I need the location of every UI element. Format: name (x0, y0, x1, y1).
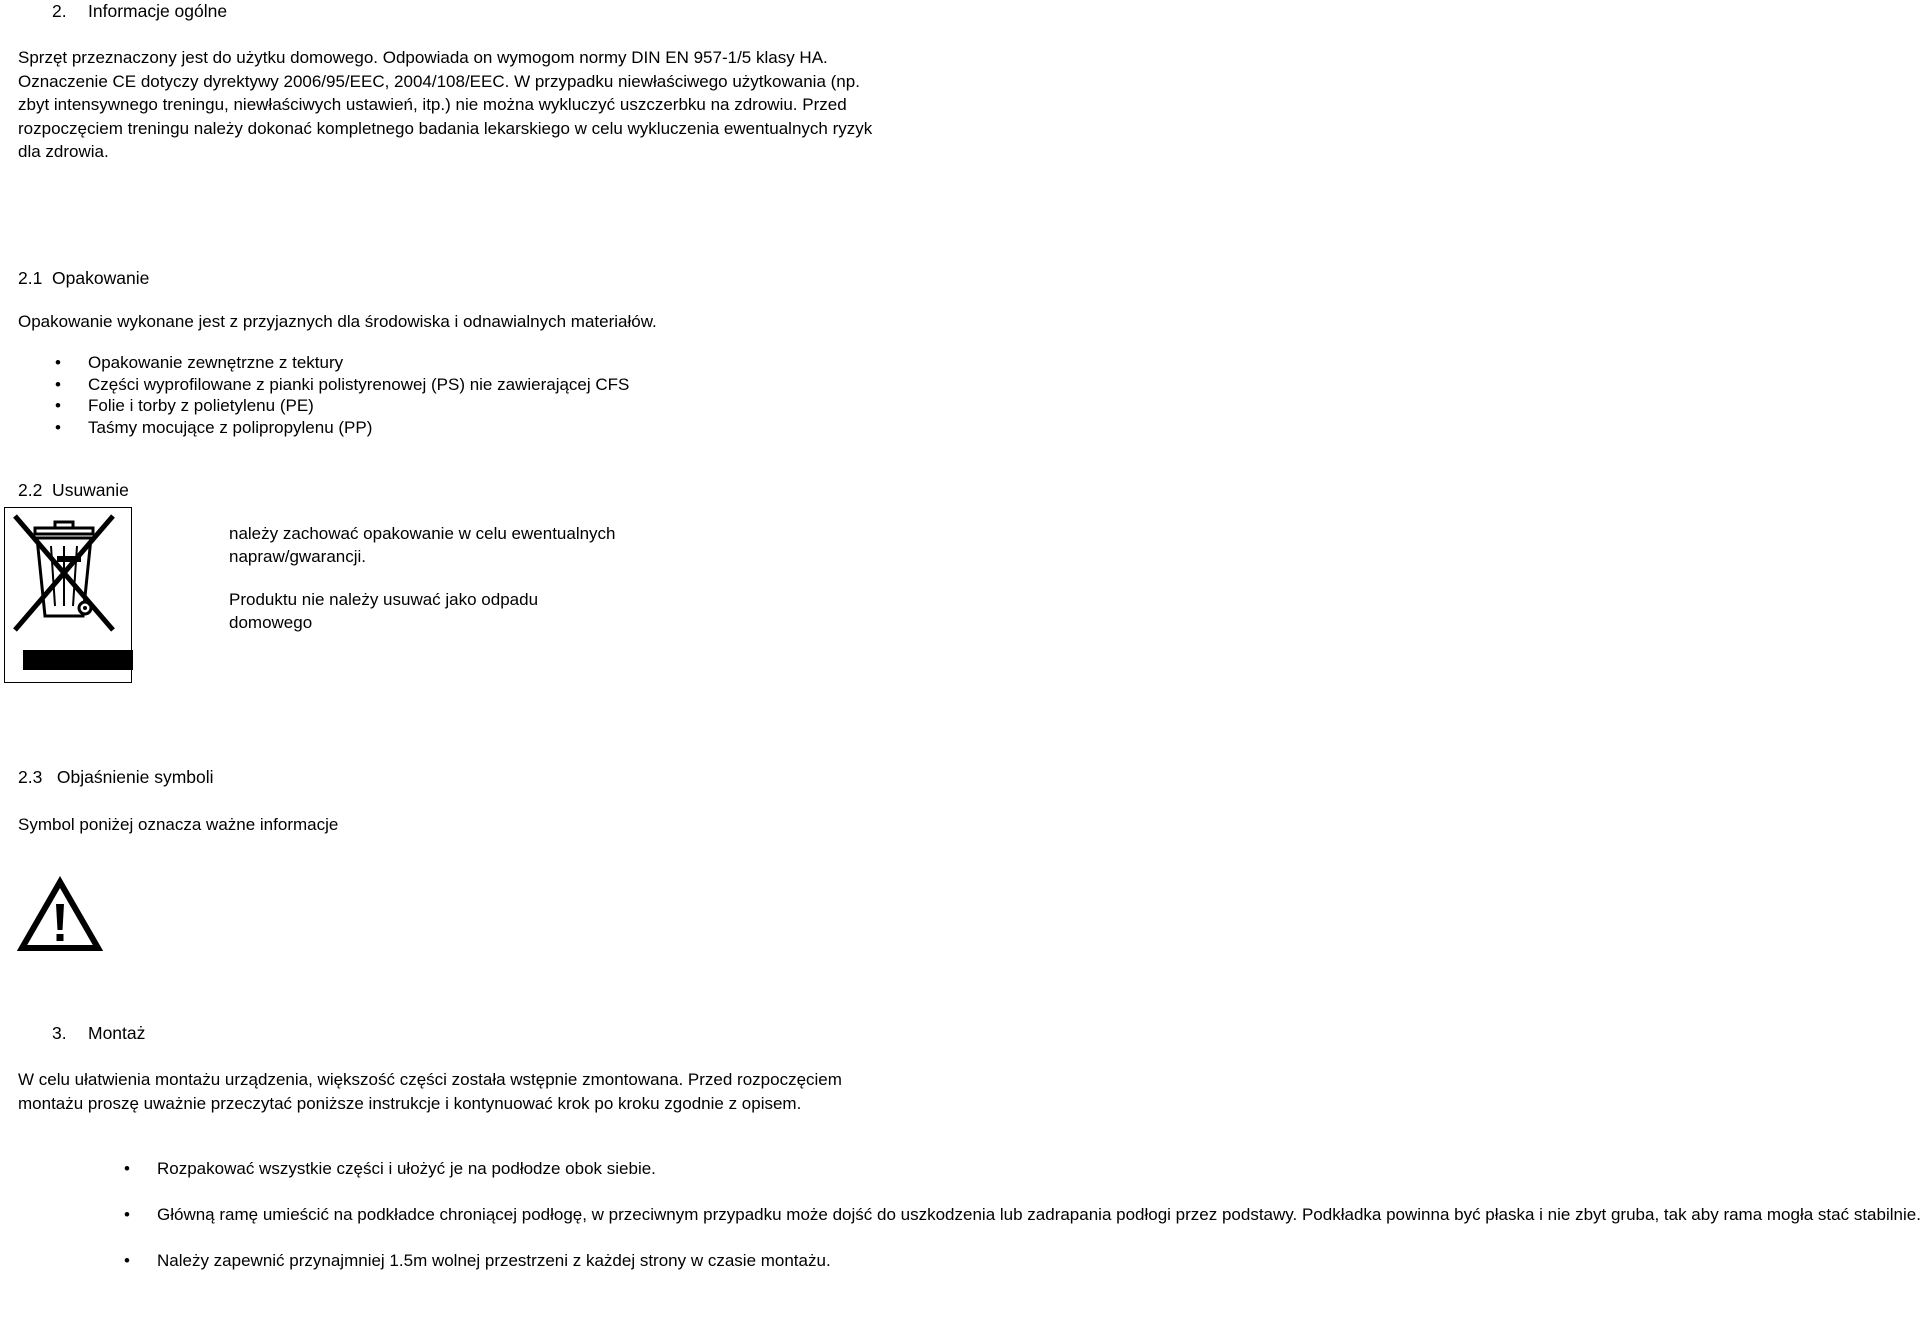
section-2-1-title: 2.1 Opakowanie (18, 268, 150, 288)
list-item: • Rozpakować wszystkie części i ułożyć je na podłodze obok siebie. (157, 1158, 957, 1180)
list-item: • Folie i torby z polietylenu (PE) (88, 395, 629, 417)
paragraph-line: montażu proszę uważnie przeczytać poniższe instrukcje i kontynuować krok po kroku zgodnie z opisem. (18, 1093, 802, 1113)
packaging-intro: Opakowanie wykonane jest z przyjaznych dla środowiska i odnawialnych materiałów. (18, 312, 657, 331)
section-2-number: 2. (52, 1, 67, 21)
general-info-paragraph (18, 46, 872, 164)
paragraph-line: Sprzęt przeznaczony jest do użytku domowego. Odpowiada on wymogom normy DIN EN 957-1/5 klasy HA. (18, 48, 828, 67)
packaging-materials-list (88, 352, 629, 438)
list-item: • Taśmy mocujące z polipropylenu (PP) (88, 417, 629, 439)
paragraph-line: rozpoczęciem treningu należy dokonać kompletnego badania lekarskiego w celu wykluczenia ewentualnych ryzyk (18, 118, 873, 138)
symbol-intro: Symbol poniżej oznacza ważne informacje (18, 815, 339, 834)
paragraph-line: napraw/gwarancji. (229, 547, 367, 566)
section-2-3-title: 2.3 Objaśnienie symboli (18, 767, 214, 787)
list-item: • Należy zapewnić przynajmniej 1.5m wolnej przestrzeni z każdej strony w czasie montażu. (157, 1250, 957, 1272)
section-3-number: 3. (52, 1023, 67, 1043)
paragraph-line: Oznaczenie CE dotyczy dyrektywy 2006/95/EEC, 2004/108/EEC. W przypadku niewłaściwego użytkowania (np. (18, 71, 860, 91)
list-item: • Części wyprofilowane z pianki polistyrenowej (PS) nie zawierającej CFS (88, 374, 629, 396)
paragraph-line: zbyt intensywnego treningu, niewłaściwych ustawień, itp.) nie można wykluczyć uszczerbku na zdrowiu. Przed (18, 95, 847, 114)
paragraph-line: W celu ułatwienia montażu urządzenia, większość części została wstępnie zmontowana. Przed rozpoczęciem (18, 1070, 842, 1089)
assembly-intro-paragraph (18, 1068, 842, 1115)
section-2-2-title: 2.2 Usuwanie (18, 480, 129, 500)
list-item: • Główną ramę umieścić na podkładce chroniącej podłogę, w przeciwnym przypadku może dojść do uszkodzenia lub zadrapania podłogi przez podstawy. Podkładka powinna być płaska i nie zbyt gruba, tak aby rama mogła stać stabilnie. (157, 1204, 957, 1226)
assembly-steps-list (157, 1158, 1921, 1272)
paragraph-line: dla zdrowia. (18, 142, 109, 161)
list-item: • Opakowanie zewnętrzne z tektury (88, 352, 629, 374)
weee-crossed-bin-icon (4, 507, 132, 683)
paragraph-line: należy zachować opakowanie w celu ewentualnych (229, 524, 616, 543)
section-2-title: Informacje ogólne (88, 1, 228, 21)
disposal-note-packaging (229, 522, 616, 568)
paragraph-line: Produktu nie należy usuwać jako odpadu (229, 590, 539, 609)
warning-triangle-icon (18, 878, 102, 952)
disposal-note-household (229, 588, 538, 634)
section-3-title: Montaż (88, 1023, 146, 1043)
paragraph-line: domowego (229, 613, 313, 632)
